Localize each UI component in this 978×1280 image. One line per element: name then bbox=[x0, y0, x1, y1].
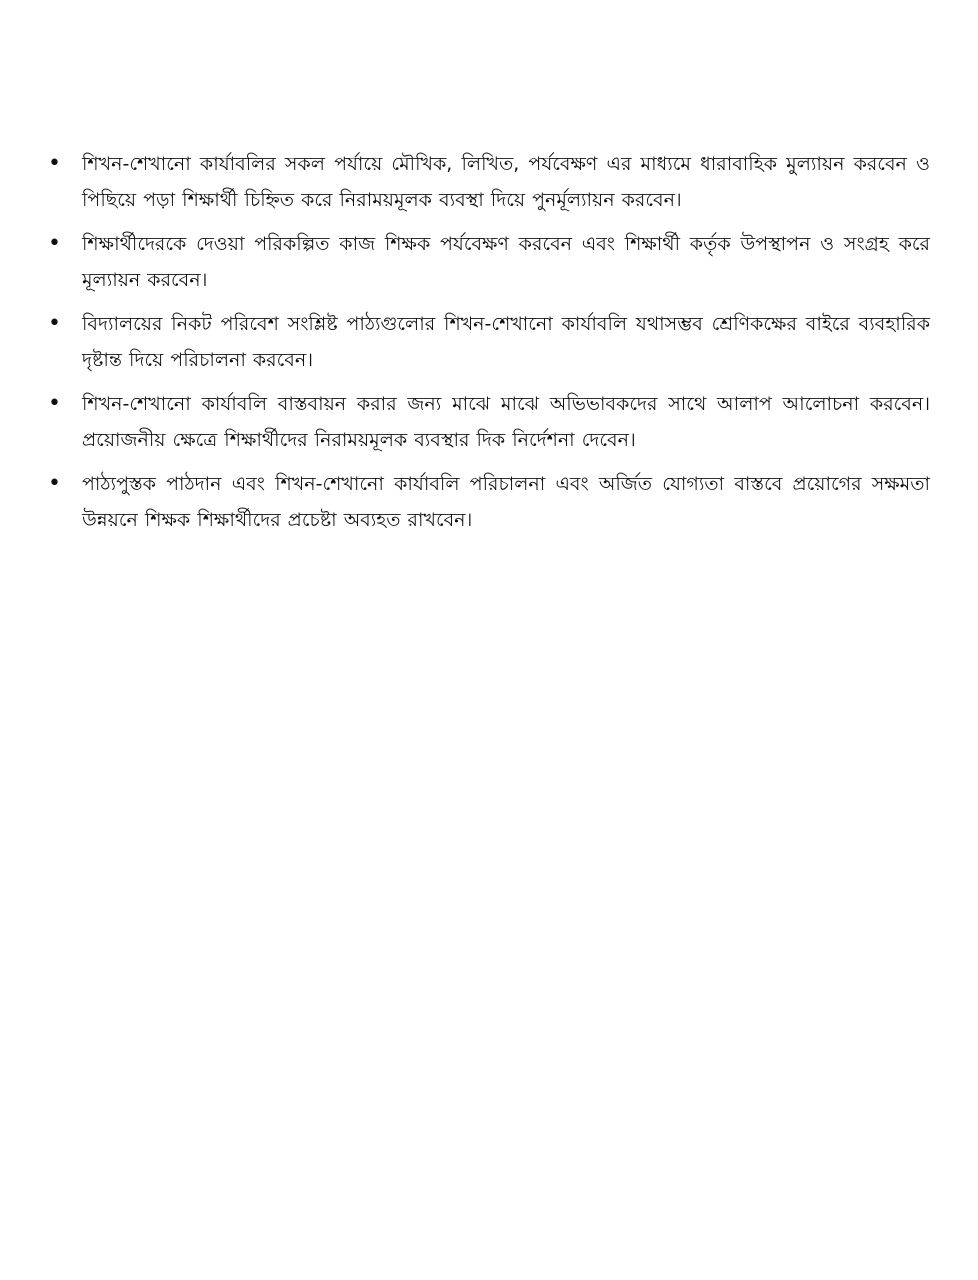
bullet-icon: • bbox=[48, 471, 61, 496]
bullet-icon: • bbox=[48, 151, 61, 176]
list-item bbox=[48, 226, 930, 298]
guideline-bullet-list bbox=[48, 146, 930, 546]
list-item-text: বিদ্যালয়ের নিকট পরিবেশ সংশ্লিষ্ট পাঠ্যগুলোর শিখন-শেখানো কার্যাবলি যথাসম্ভব শ্রেণিকক্ষের বাইরে ব্যবহারিক দৃষ্টান্ত দিয়ে পরিচালনা করবেন। bbox=[82, 313, 930, 371]
list-item bbox=[48, 466, 930, 538]
list-item bbox=[48, 306, 930, 378]
list-item bbox=[48, 386, 930, 458]
bullet-icon: • bbox=[48, 231, 61, 256]
bullet-icon: • bbox=[48, 311, 61, 336]
bullet-icon: • bbox=[48, 391, 61, 416]
list-item-text: শিক্ষার্থীদেরকে দেওয়া পরিকল্পিত কাজ শিক্ষক পর্যবেক্ষণ করবেন এবং শিক্ষার্থী কর্তৃক উপস্থাপন ও সংগ্রহ করে মূল্যায়ন করবেন। bbox=[82, 233, 930, 291]
list-item-text: শিখন-শেখানো কার্যাবলি বাস্তবায়ন করার জন্য মাঝে মাঝে অভিভাবকদের সাথে আলাপ আলোচনা করবেন। প্রয়োজনীয় ক্ষেত্রে শিক্ষার্থীদের নিরাময়মূলক ব্যবস্থার দিক নির্দেশনা দেবেন। bbox=[82, 393, 930, 451]
list-item bbox=[48, 146, 930, 218]
list-item-text: শিখন-শেখানো কার্যাবলির সকল পর্যায়ে মৌখিক, লিখিত, পর্যবেক্ষণ এর মাধ্যমে ধারাবাহিক মুল্যায়ন করবেন ও পিছিয়ে পড়া শিক্ষার্থী চিহ্নিত করে নিরাময়মূলক ব্যবস্থা দিয়ে পুনর্মূল্যায়ন করবেন। bbox=[82, 153, 930, 211]
list-item-text: পাঠ্যপুস্তক পাঠদান এবং শিখন-শেখানো কার্যাবলি পরিচালনা এবং অর্জিত যোগ্যতা বাস্তবে প্রয়োগের সক্ষমতা উন্নয়নে শিক্ষক শিক্ষার্থীদের প্রচেষ্টা অব্যহত রাখবেন। bbox=[82, 473, 930, 531]
